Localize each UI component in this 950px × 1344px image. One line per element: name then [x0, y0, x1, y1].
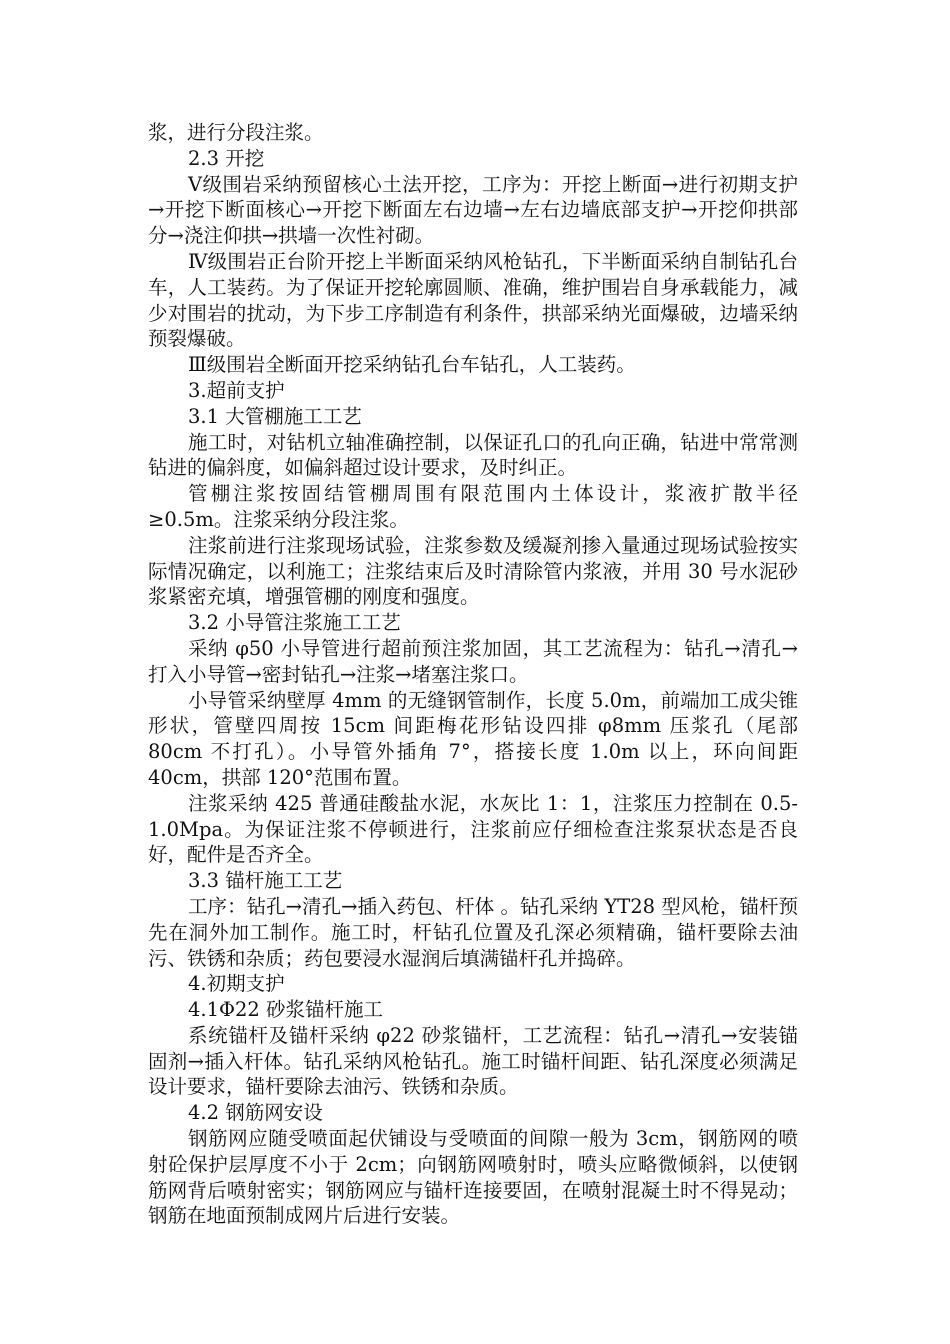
section-heading: 4.2 钢筋网安设 — [188, 1101, 323, 1125]
paragraph: 采纳 φ50 小导管进行超前预注浆加固，其工艺流程为：钻孔→清孔→打入小导管→密封钻孔→注浆→堵塞注浆口。 — [148, 636, 798, 686]
paragraph: Ⅳ级围岩正台阶开挖上半断面采纳风枪钻孔，下半断面采纳自制钻孔台车，人工装药。为了保证开挖轮廓圆顺、准确，维护围岩自身承载能力，减少对围岩的扰动，为下步工序制造有利条件，拱部采纳光面爆破，边墙采纳预裂爆破。 — [148, 249, 798, 351]
paragraph: 管棚注浆按固结管棚周围有限范围内土体设计，浆液扩散半径≥0.5m。注浆采纳分段注浆。 — [148, 482, 798, 531]
paragraph: 施工时，对钻机立轴准确控制，以保证孔口的孔向正确，钻进中常常测钻进的偏斜度，如偏斜超过设计要求，及时纠正。 — [148, 430, 798, 480]
paragraph: 小导管采纳壁厚 4mm 的无缝钢管制作，长度 5.0m，前端加工成尖锥形状，管壁四周按 15cm 间距梅花形钻设四排 φ8mm 压浆孔（尾部 80cm 不打孔）。小导管外插角 7°，搭接长度 1.0m 以上，环向间距 40cm，拱部 120°范围布置。 — [148, 688, 798, 789]
section-heading: 3.1 大管棚施工工艺 — [188, 404, 362, 428]
paragraph: 浆，进行分段注浆。 — [148, 121, 324, 144]
paragraph: 注浆前进行注浆现场试验，注浆参数及缓凝剂掺入量通过现场试验按实际情况确定，以利施工；注浆结束后及时清除管内浆液，并用 30 号水泥砂浆紧密充填，增强管棚的刚度和强度。 — [148, 533, 798, 609]
paragraph: 注浆采纳 425 普通硅酸盐水泥，水灰比 1：1，注浆压力控制在 0.5-1.0Mpa。为保证注浆不停顿进行，注浆前应仔细检查注浆泵状态是否良好，配件是否齐全。 — [148, 791, 798, 867]
section-heading: 3.超前支护 — [188, 378, 285, 402]
section-heading: 4.1Φ22 砂浆锚杆施工 — [188, 998, 384, 1022]
document-body — [148, 120, 798, 1229]
paragraph: Ⅴ级围岩采纳预留核心土法开挖，工序为：开挖上断面→进行初期支护→开挖下断面核心→开挖下断面左右边墙→左右边墙底部支护→开挖仰拱部分→浇注仰拱→拱墙一次性衬砌。 — [148, 172, 798, 248]
paragraph: 工序：钻孔→清孔→插入药包、杆体 。钻孔采纳 YT28 型风枪，锚杆预先在洞外加工制作。施工时，杆钻孔位置及孔深必须精确，锚杆要除去油污、铁锈和杂质；药包要浸水湿润后填满锚杆孔并捣碎。 — [148, 894, 798, 970]
paragraph: Ⅲ级围岩全断面开挖采纳钻孔台车钻孔，人工装药。 — [188, 353, 636, 377]
section-heading: 3.2 小导管注浆施工工艺 — [188, 611, 401, 635]
section-heading: 3.3 锚杆施工工艺 — [188, 869, 343, 893]
section-heading: 4.初期支护 — [188, 972, 285, 996]
section-heading: 2.3 开挖 — [188, 146, 265, 170]
paragraph: 钢筋网应随受喷面起伏铺设与受喷面的间隙一般为 3cm，钢筋网的喷射砼保护层厚度不小于 2cm；向钢筋网喷射时，喷头应略微倾斜，以使钢筋网背后喷射密实；钢筋网应与锚杆连接要固，在喷射混凝土时不得晃动；钢筋在地面预制成网片后进行安装。 — [148, 1127, 798, 1228]
paragraph: 系统锚杆及锚杆采纳 φ22 砂浆锚杆，工艺流程：钻孔→清孔→安装锚固剂→插入杆体。钻孔采纳风枪钻孔。施工时锚杆间距、钻孔深度必须满足设计要求，锚杆要除去油污、铁锈和杂质。 — [148, 1023, 798, 1099]
